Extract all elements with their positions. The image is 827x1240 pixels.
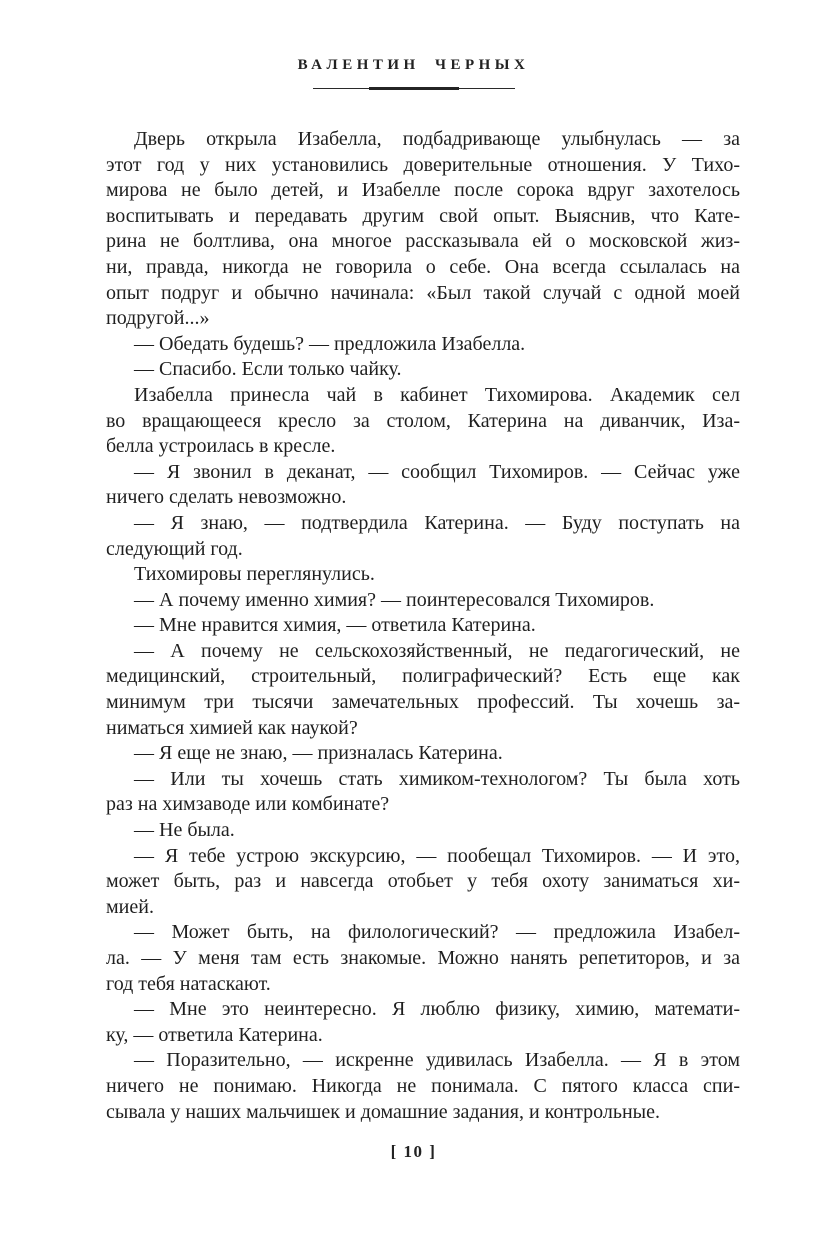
text-line: ничего не понимаю. Никогда не понимала. С пятого класса спи-	[106, 1074, 740, 1097]
paragraph	[106, 588, 740, 614]
text-line: — Поразительно, — искренне удивилась Изабелла. — Я в этом	[134, 1049, 740, 1072]
text-line: — Я еще не знаю, — призналась Катерина.	[134, 742, 503, 765]
text-line: ни, правда, никогда не говорила о себе. Она всегда ссылалась на	[106, 255, 740, 278]
text-line: — Обедать будешь? — предложила Изабелла.	[134, 332, 526, 355]
paragraph	[106, 383, 740, 460]
text-line: сывала у наших мальчишек и домашние задания, и контрольные.	[106, 1100, 660, 1123]
paragraph	[106, 844, 740, 921]
text-line: этот год у них установились доверительные отношения. У Тихо-	[106, 153, 740, 176]
paragraph	[106, 639, 740, 741]
text-line: белла устроилась в кресле.	[106, 435, 336, 458]
paragraph	[106, 357, 740, 383]
text-line: раз на химзаводе или комбинате?	[106, 793, 390, 816]
text-line: — Я тебе устрою экскурсию, — пообещал Тихомиров. — И это,	[134, 844, 740, 867]
text-line: — Не была.	[134, 819, 235, 842]
paragraph	[106, 562, 740, 588]
text-line: опыт подруг и обычно начинала: «Был такой случай с одной моей	[106, 281, 740, 304]
paragraph	[106, 1048, 740, 1125]
running-header: ВАЛЕНТИН ЧЕРНЫХ	[297, 57, 530, 73]
paragraph	[106, 818, 740, 844]
text-line: ничего сделать невозможно.	[106, 486, 347, 509]
text-line: — Мне нравится химия, — ответила Катерина.	[134, 614, 536, 637]
text-line: мией.	[106, 895, 154, 918]
paragraph	[106, 767, 740, 818]
paragraph	[106, 741, 740, 767]
paragraph	[106, 997, 740, 1048]
paragraph	[106, 920, 740, 997]
text-line: — А почему не сельскохозяйственный, не педагогический, не	[134, 639, 740, 662]
text-line: — Мне это неинтересно. Я люблю физику, химию, математи-	[134, 998, 740, 1021]
text-line: рина не болтлива, она многое рассказывала ей о московской жиз-	[106, 230, 740, 253]
paragraph	[106, 127, 740, 332]
text-line: — Может быть, на филологический? — предложила Изабел-	[134, 921, 740, 944]
text-line: — Или ты хочешь стать химиком-технологом? Ты была хоть	[134, 767, 740, 790]
paragraph	[106, 613, 740, 639]
text-line: Изабелла принесла чай в кабинет Тихомирова. Академик сел	[134, 383, 740, 406]
text-line: мирова не было детей, и Изабелле после сорока вдруг захотелось	[106, 179, 740, 202]
divider-thick-segment	[369, 87, 459, 90]
text-line: Дверь открыла Изабелла, подбадривающе улыбнулась — за	[134, 128, 740, 150]
header-divider	[313, 87, 515, 90]
paragraph	[106, 511, 740, 562]
text-line: — Спасибо. Если только чайку.	[134, 358, 402, 381]
text-line: воспитывать и передавать другим свой опыт. Выяснив, что Кате-	[106, 204, 740, 227]
text-line: год тебя натаскают.	[106, 972, 271, 995]
page-number: [ 10 ]	[390, 1142, 437, 1162]
paragraph	[106, 460, 740, 511]
text-line: ниматься химией как наукой?	[106, 716, 358, 739]
text-line: — А почему именно химия? — поинтересовался Тихомиров.	[134, 588, 655, 611]
page-text	[106, 127, 740, 1125]
text-line: медицинский, строительный, полиграфический? Есть еще как	[106, 665, 740, 688]
text-line: — Я знаю, — подтвердила Катерина. — Буду поступать на	[134, 511, 740, 534]
text-line: ла. — У меня там есть знакомые. Можно нанять репетиторов, и за	[106, 947, 740, 969]
paragraph	[106, 332, 740, 358]
text-line: ку, — ответила Катерина.	[106, 1023, 323, 1046]
text-line: во вращающееся кресло за столом, Катерина на диванчик, Иза-	[106, 409, 740, 432]
text-line: следующий год.	[106, 537, 243, 560]
text-line: Тихомировы переглянулись.	[134, 563, 375, 586]
text-line: — Я звонил в деканат, — сообщил Тихомиров. — Сейчас уже	[134, 460, 740, 483]
text-line: может быть, раз и навсегда отобьет у тебя охоту заниматься хи-	[106, 870, 740, 893]
text-line: минимум три тысячи замечательных профессий. Ты хочешь за-	[106, 691, 740, 714]
text-line: подругой...»	[106, 307, 210, 330]
